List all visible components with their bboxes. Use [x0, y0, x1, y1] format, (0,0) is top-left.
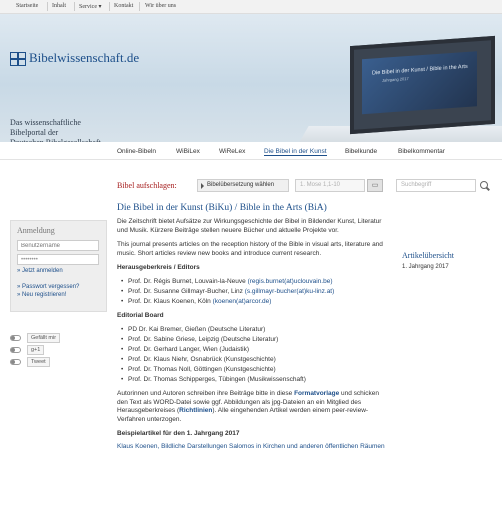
site-header [0, 14, 502, 142]
board-list [121, 325, 387, 385]
topnav-startseite[interactable]: Startseite [16, 3, 39, 9]
google-plus-button[interactable]: g+1 [27, 345, 44, 355]
list-item: • Prof. Dr. Thomas Noll, Göttingen (Kunstgeschichte) [121, 365, 387, 375]
bible-search-bar [117, 178, 492, 194]
list-item: • PD Dr. Kai Bremer, Gießen (Deutsche Literatur) [121, 325, 387, 335]
facebook-like-button[interactable]: Gefällt mir [27, 333, 60, 343]
list-item: • Prof. Dr. Thomas Schipperges, Tübingen (Musikwissenschaft) [121, 375, 387, 385]
register-link[interactable]: » Neu registrieren! [17, 292, 67, 298]
intro-english: This journal presents articles on the reception history of the Bible in visual arts, literature and music. Short articles review new books and introduce current research. [117, 241, 383, 257]
text: und schicken den Text als WORD-Datei sowie ggf. Abbildungen als jpg-Dateien an ein Mitglied des Herausgeberkreises ( [117, 390, 379, 414]
email-link[interactable]: (regis.burnet(at)uclouvain.be) [247, 278, 333, 285]
laptop-screen-image [350, 36, 495, 134]
divider [139, 2, 140, 11]
logo-text: Bibelwissenschaft.de [29, 50, 140, 65]
nav-wibilex[interactable]: WiBiLex [176, 148, 200, 155]
bible-logo-icon [10, 52, 26, 66]
list-item: • Prof. Dr. Gerhard Langer, Wien (Judaistik) [121, 345, 387, 355]
topnav-wir-ueber-uns[interactable]: Wir über uns [145, 3, 177, 9]
topnav-kontakt[interactable]: Kontakt [114, 3, 134, 9]
nav-bibel-in-der-kunst[interactable]: Die Bibel in der Kunst [264, 148, 327, 155]
article-overview-title: Artikelübersicht [402, 251, 454, 260]
main-navigation [0, 142, 502, 160]
editors-heading: Herausgeberkreis / Editors [117, 264, 200, 271]
sample-article-link[interactable]: Klaus Koenen, Bildliche Darstellungen Salomos in Kirchen und anderen öffentlichen Räumen [117, 443, 385, 450]
search-icon[interactable] [479, 180, 491, 192]
main-content [117, 203, 387, 452]
page-title: Die Bibel in der Kunst (BiKu) / Bible in the Arts (BiA) [117, 203, 327, 213]
template-link[interactable]: Formatvorlage [294, 390, 340, 397]
nav-bibelkunde[interactable]: Bibelkunde [345, 148, 378, 155]
board-heading: Editorial Board [117, 312, 164, 319]
screen-title: Die Bibel in der Kunst / Bible in the Arts [372, 63, 468, 77]
google-toggle[interactable] [10, 347, 21, 353]
login-title: Anmeldung [17, 226, 55, 235]
twitter-toggle[interactable] [10, 359, 21, 365]
search-input[interactable]: Suchbegriff [396, 179, 476, 192]
editors-list [121, 277, 387, 307]
guidelines-link[interactable]: Richtlinien [179, 407, 213, 414]
divider [109, 2, 110, 11]
google-plus [10, 345, 90, 355]
username-input[interactable] [17, 240, 99, 251]
email-link[interactable]: (s.gillmayr-bucher(at)ku-linz.at) [244, 288, 335, 295]
editor-name: Prof. Dr. Klaus Koenen, Köln [128, 298, 211, 305]
tagline-line: Bibelportal der [10, 128, 59, 137]
text: ). Alle eingehenden Artikel werden einem peer-review-Verfahren unterzogen. [117, 407, 369, 423]
divider [74, 2, 75, 11]
volume-link[interactable]: 1. Jahrgang 2017 [402, 264, 449, 270]
password-input[interactable] [17, 254, 99, 265]
tweet-button[interactable]: Tweet [27, 357, 50, 367]
list-item [121, 287, 387, 297]
intro-german: Die Zeitschrift bietet Aufsätze zur Wirkungsgeschichte der Bibel in Bildender Kunst, Literatur und Musik. Kürzere Beiträge stellen neuere Bücher und aktuelle Projekte vor. [117, 218, 382, 234]
facebook-like [10, 333, 90, 343]
facebook-toggle[interactable] [10, 335, 21, 341]
translation-select[interactable] [197, 179, 289, 192]
verse-input[interactable]: 1. Mose 1,1-10 [295, 179, 365, 192]
sample-heading: Beispielartikel für den 1. Jahrgang 2017 [117, 430, 240, 437]
text: Autorinnen und Autoren schreiben ihre Beiträge bitte in diese [117, 390, 295, 397]
nav-wirelex[interactable]: WiReLex [219, 148, 246, 155]
open-book-button[interactable] [367, 179, 383, 192]
author-instructions [117, 390, 387, 424]
list-item: • Prof. Dr. Klaus Niehr, Osnabrück (Kunstgeschichte) [121, 355, 387, 365]
editor-name: Prof. Dr. Susanne Gillmayr-Bucher, Linz [128, 288, 243, 295]
list-item [121, 277, 387, 287]
tagline-line: Das wissenschaftliche [10, 118, 81, 127]
article-overview [402, 251, 492, 270]
top-navigation [0, 0, 502, 14]
nav-online-bibeln[interactable]: Online-Bibeln [117, 148, 157, 155]
topnav-inhalt[interactable]: Inhalt [52, 3, 66, 9]
login-link[interactable]: » Jetzt anmelden [17, 268, 63, 274]
twitter-tweet [10, 357, 90, 367]
laptop-display [362, 51, 477, 114]
nav-bibelkommentar[interactable]: Bibelkommentar [398, 148, 445, 155]
book-icon: ▭ [371, 182, 379, 189]
list-item [121, 297, 387, 307]
divider [47, 2, 48, 11]
screen-subtitle: Jahrgang 2017 [382, 75, 409, 83]
login-box [10, 220, 107, 312]
chevron-right-icon [201, 183, 204, 189]
editor-name: Prof. Dr. Régis Burnet, Louvain-la-Neuve [128, 278, 246, 285]
list-item: • Prof. Dr. Sabine Griese, Leipzig (Deutsche Literatur) [121, 335, 387, 345]
forgot-password-link[interactable]: » Passwort vergessen? [17, 284, 80, 290]
bible-open-label: Bibel aufschlagen: [117, 181, 177, 190]
translation-select-label: Bibelübersetzung wählen [207, 182, 275, 188]
email-link[interactable]: (koenen(at)arcor.de) [212, 298, 272, 305]
topnav-service[interactable]: Service ▾ [79, 4, 102, 10]
